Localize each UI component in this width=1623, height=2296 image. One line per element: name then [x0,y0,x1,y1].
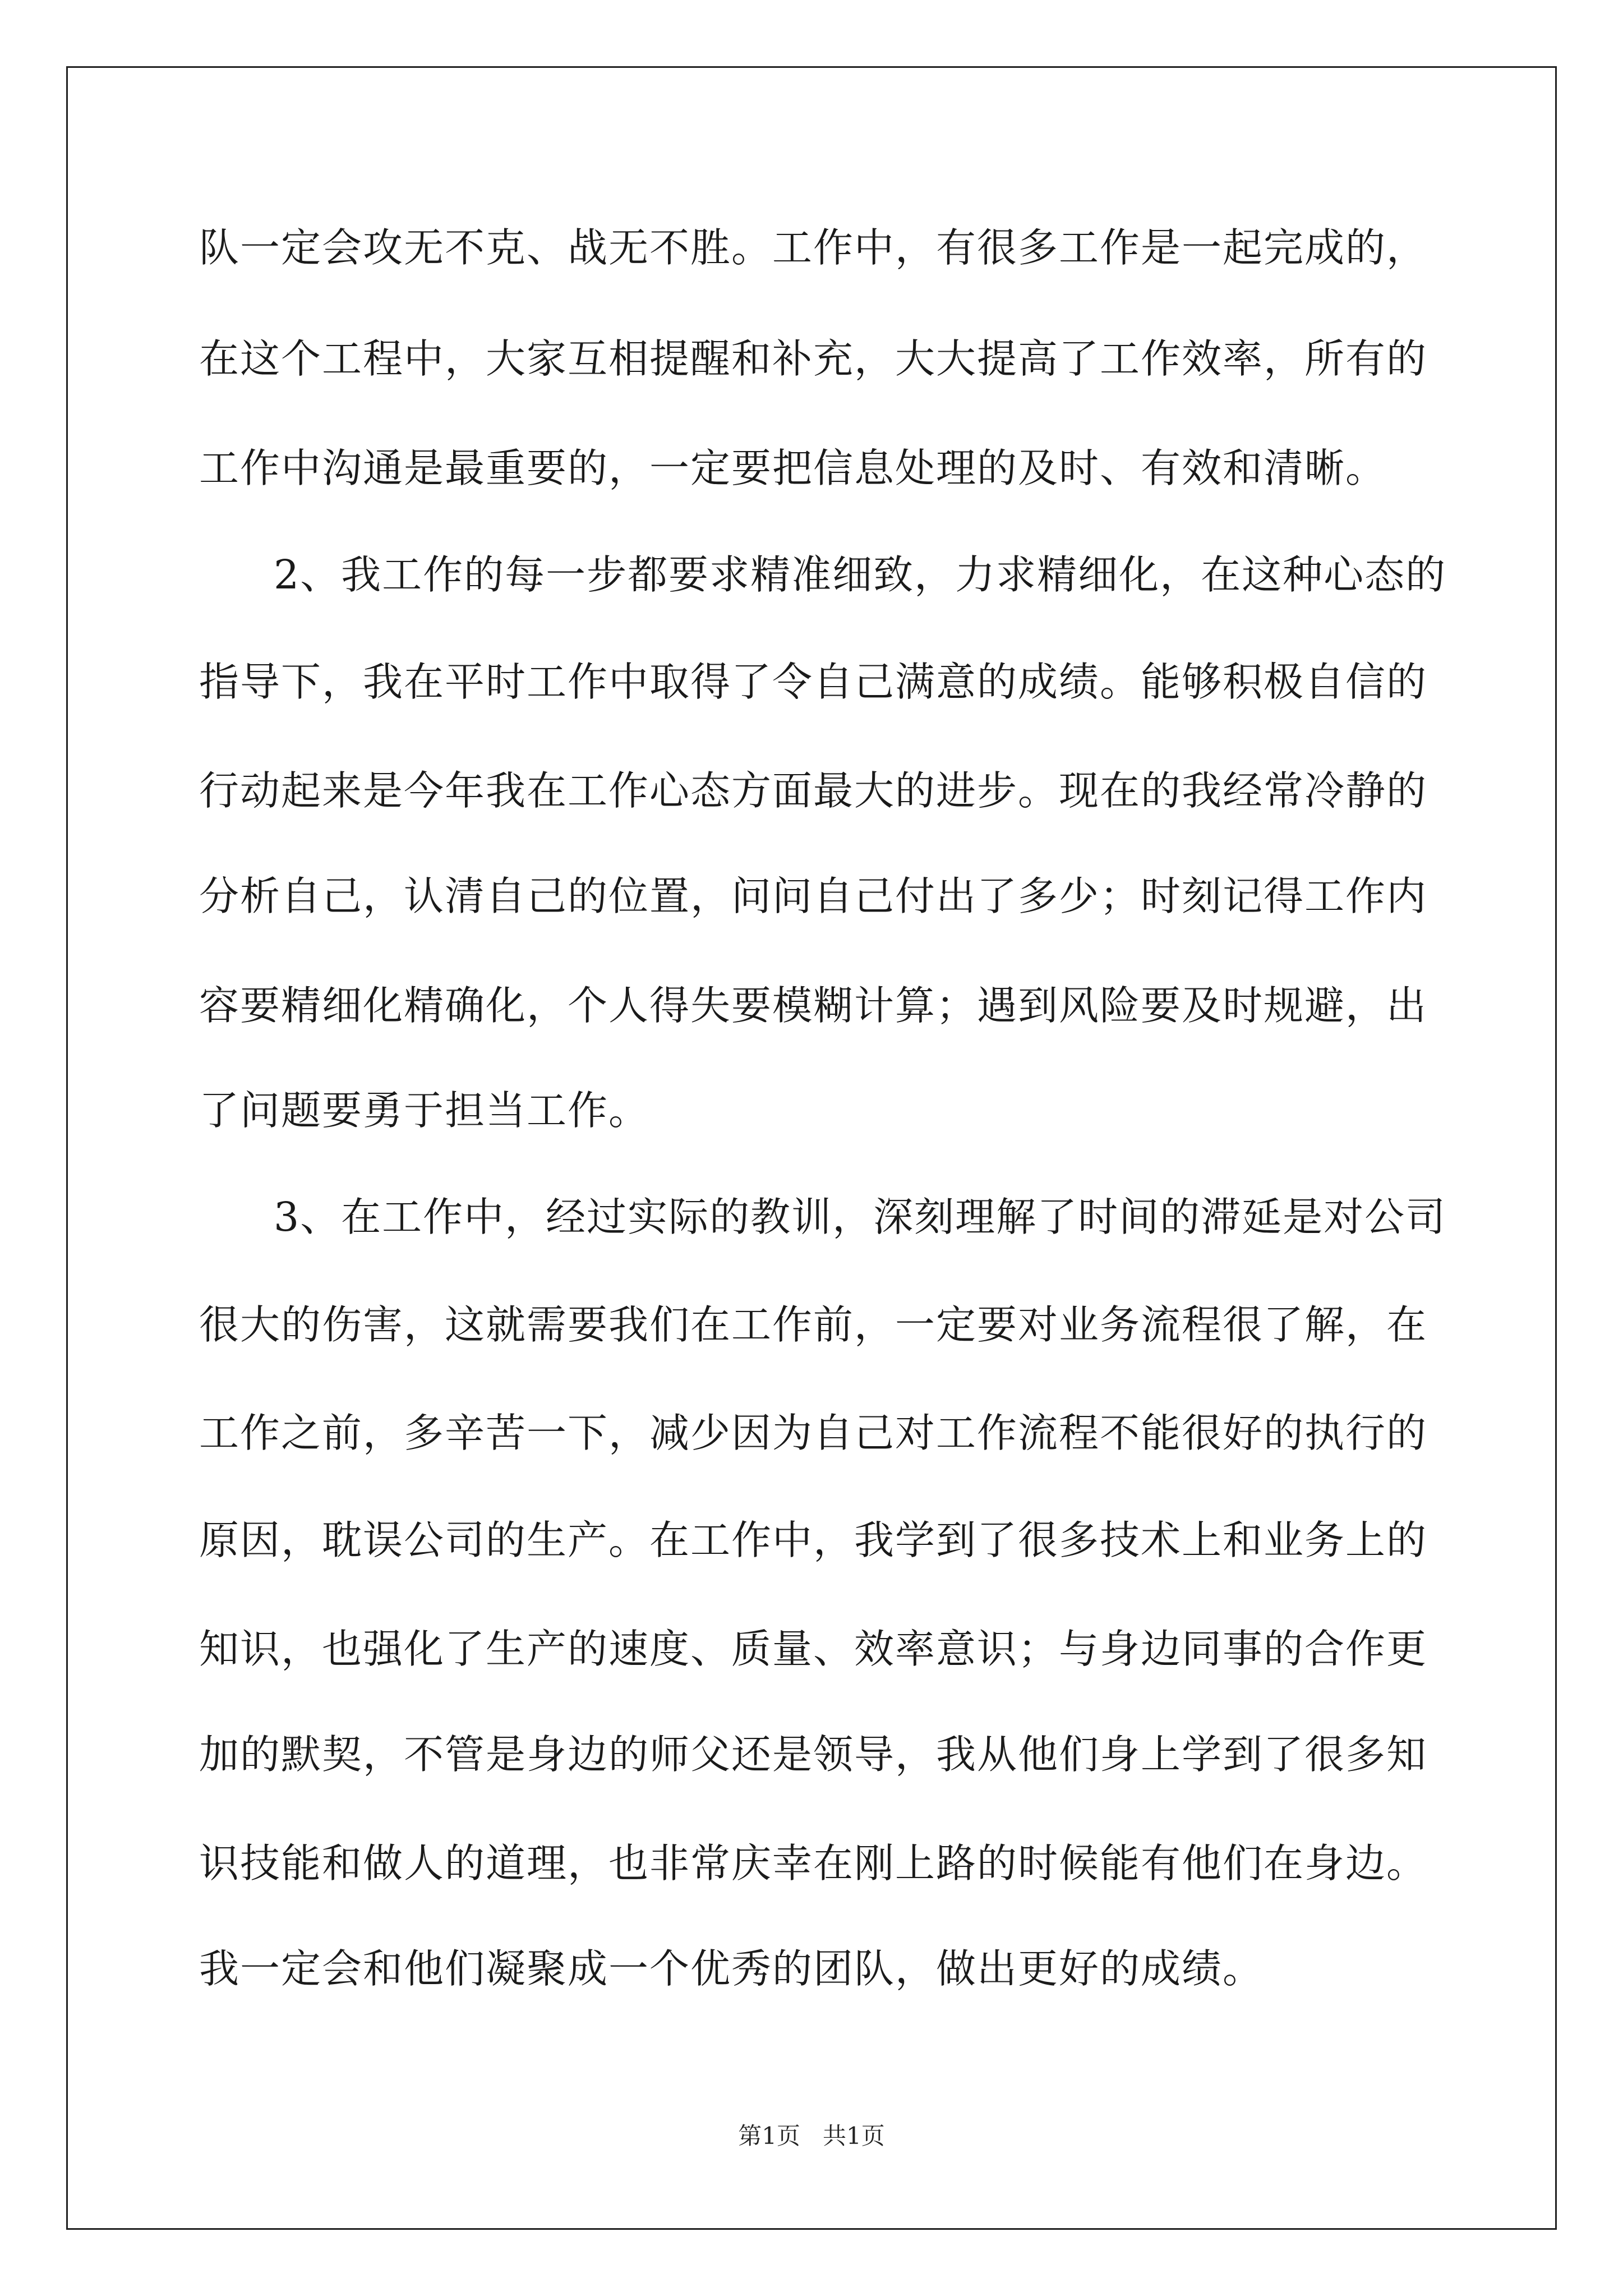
text-line: 原因，耽误公司的生产。在工作中，我学到了很多技术上和业务上的 [199,1517,1428,1563]
text-line: 工作之前，多辛苦一下，减少因为自己对工作流程不能很好的执行的 [199,1410,1428,1456]
page-number-footer: 第1页 共1页 [738,2122,885,2150]
text-line: 指导下，我在平时工作中取得了令自己满意的成绩。能够积极自信的 [199,659,1428,705]
text-line: 很大的伤害，这就需要我们在工作前，一定要对业务流程很了解，在 [199,1301,1428,1348]
paragraph-start-line: 3、在工作中，经过实际的教训，深刻理解了时间的滞延是对公司 [274,1194,1447,1240]
text-line: 行动起来是今年我在工作心态方面最大的进步。现在的我经常冷静的 [199,767,1428,814]
text-line: 加的默契，不管是身边的师父还是领导，我从他们身上学到了很多知 [199,1731,1428,1778]
text-line: 识技能和做人的道理，也非常庆幸在刚上路的时候能有他们在身边。 [199,1840,1428,1887]
text-line: 工作中沟通是最重要的，一定要把信息处理的及时、有效和清晰。 [199,445,1387,491]
page-border [66,66,1557,2230]
text-line: 了问题要勇于担当工作。 [199,1087,650,1134]
text-line: 容要精细化精确化，个人得失要模糊计算；遇到风险要及时规避，出 [199,982,1428,1029]
text-line: 在这个工程中，大家互相提醒和补充，大大提高了工作效率，所有的 [199,335,1428,382]
text-line: 分析自己，认清自己的位置，问问自己付出了多少；时刻记得工作内 [199,873,1428,919]
text-line: 我一定会和他们凝聚成一个优秀的团队，做出更好的成绩。 [199,1945,1264,1992]
text-line: 队一定会攻无不克、战无不胜。工作中，有很多工作是一起完成的， [199,224,1428,271]
text-line: 知识，也强化了生产的速度、质量、效率意识；与身边同事的合作更 [199,1626,1428,1672]
paragraph-start-line: 2、我工作的每一步都要求精准细致，力求精细化，在这种心态的 [274,551,1447,598]
